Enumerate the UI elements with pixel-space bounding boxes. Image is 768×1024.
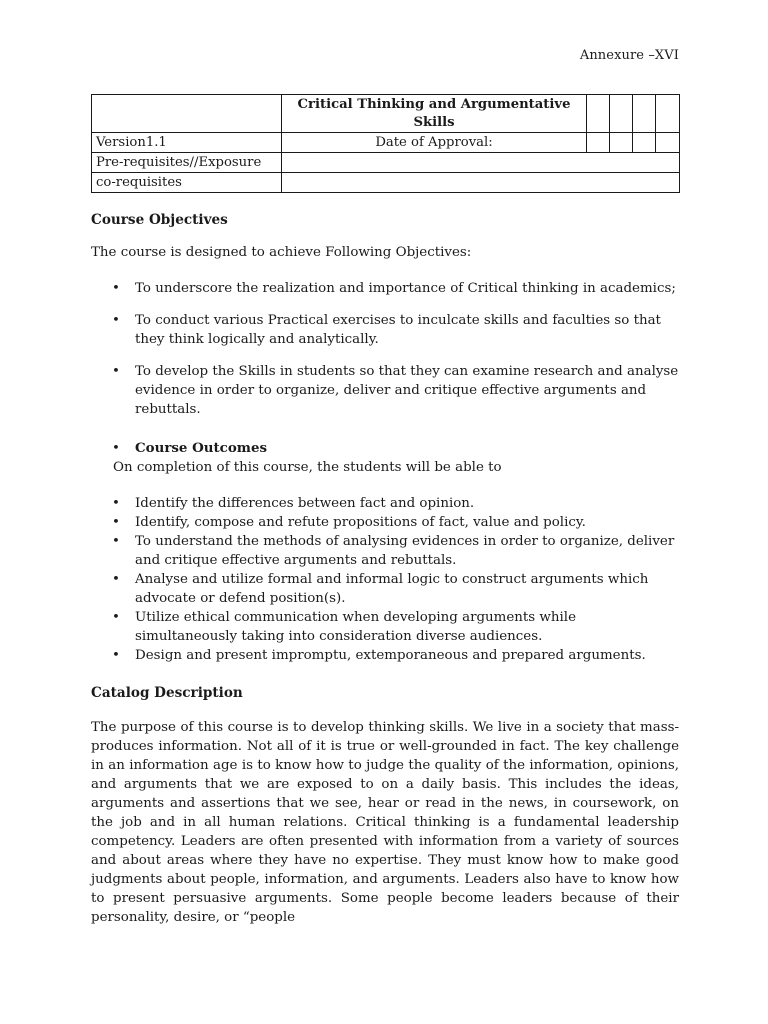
list-item: • To understand the methods of analysing evidences in order to organize, deliver and critique effective arguments and rebuttals. xyxy=(112,534,675,568)
outcomes-intro: On completion of this course, the students will be able to xyxy=(113,460,502,475)
catalog-heading: Catalog Description xyxy=(91,685,243,701)
outcomes-heading-list xyxy=(91,439,679,458)
course-title: Critical Thinking and Argumentative Skills xyxy=(282,95,587,133)
outcomes-heading: Course Outcomes xyxy=(135,440,267,456)
catalog-description: The purpose of this course is to develop thinking skills. We live in a society that mass-produces information. Not all of it is true or well-grounded in fact. The key challenge in an information age is to know how to judge the quality of the information, opinions, and arguments that we are exposed to on a daily basis. This includes the ideas, arguments and assertions that we see, hear or read in the news, in coursework, on the job and in all human relations. Critical thinking is a fundamental leadership competency. Leaders are often presented with information from a variety of sources and about areas where they have no expertise. They must know how to make good judgments about people, information, and arguments. Leaders also have to know how to present persuasive arguments. Some people become leaders because of their personality, desire, or “people xyxy=(91,720,679,925)
objectives-intro: The course is designed to achieve Following Objectives: xyxy=(91,245,472,260)
credit-box-5 xyxy=(587,133,610,153)
credit-box-3 xyxy=(633,95,656,133)
outcomes-list xyxy=(91,494,679,665)
list-item: • Utilize ethical communication when developing arguments while simultaneously taking into consideration diverse audiences. xyxy=(112,610,577,644)
credit-box-8 xyxy=(656,133,680,153)
objectives-list xyxy=(91,279,679,419)
credit-box-4 xyxy=(656,95,680,133)
header-blank-cell xyxy=(92,95,282,133)
list-item: • To develop the Skills in students so that they can examine research and analyse evidence in order to organize, deliver and critique effective arguments and rebuttals. xyxy=(112,364,679,417)
credit-box-2 xyxy=(610,95,633,133)
objectives-heading: Course Objectives xyxy=(91,212,228,228)
corequisites-value xyxy=(282,173,680,193)
course-header-table xyxy=(91,94,680,193)
annexure-label: Annexure –XVI xyxy=(579,48,679,63)
credit-box-7 xyxy=(633,133,656,153)
version-cell: Version1.1 xyxy=(92,133,282,153)
list-item: • Design and present impromptu, extemporaneous and prepared arguments. xyxy=(112,648,646,663)
list-item: • Course Outcomes xyxy=(112,440,267,456)
document-body xyxy=(91,210,679,927)
list-item: • Identify, compose and refute propositions of fact, value and policy. xyxy=(112,515,586,530)
list-item: • To underscore the realization and importance of Critical thinking in academics; xyxy=(112,281,676,296)
list-item: • To conduct various Practical exercises to inculcate skills and faculties so that they think logically and analytically. xyxy=(112,313,661,347)
prerequisites-cell: Pre-requisites//Exposure xyxy=(92,153,282,173)
credit-box-6 xyxy=(610,133,633,153)
date-of-approval-cell: Date of Approval: xyxy=(282,133,587,153)
corequisites-cell: co-requisites xyxy=(92,173,282,193)
prerequisites-value xyxy=(282,153,680,173)
list-item: • Identify the differences between fact and opinion. xyxy=(112,496,475,511)
list-item: • Analyse and utilize formal and informal logic to construct arguments which advocate or defend position(s). xyxy=(112,572,649,606)
credit-box-1 xyxy=(587,95,610,133)
